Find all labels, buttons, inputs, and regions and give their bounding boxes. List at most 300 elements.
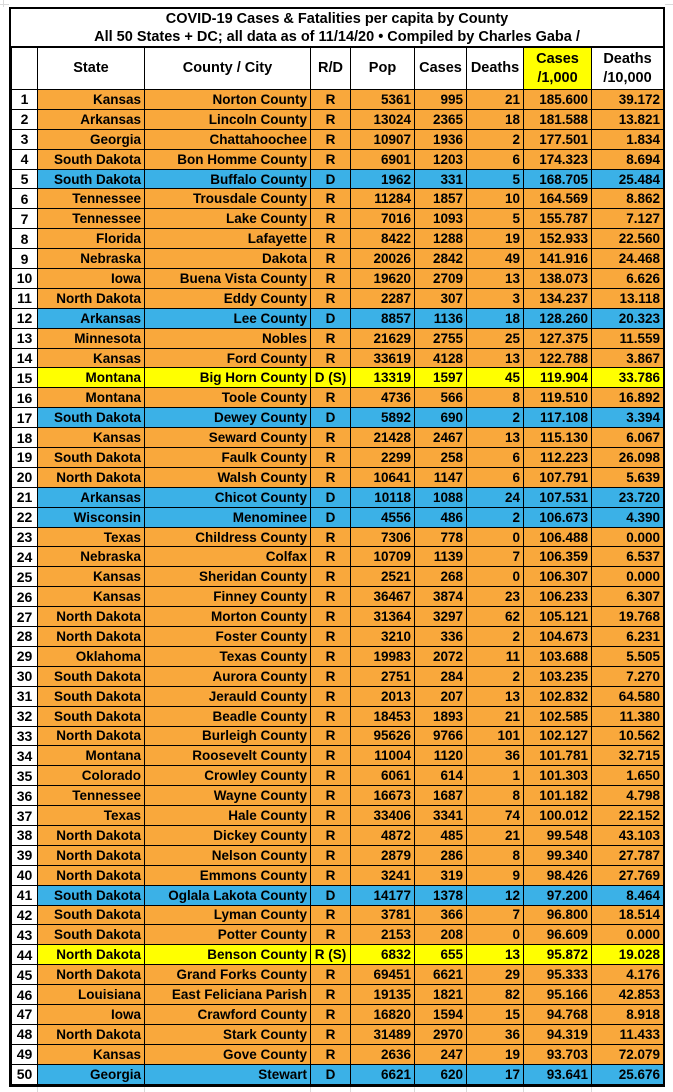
deaths-per-10000-cell[interactable]: 16.892 bbox=[592, 388, 664, 408]
state-cell[interactable]: Georgia bbox=[38, 1064, 145, 1084]
deaths-per-10000-cell[interactable]: 27.787 bbox=[592, 845, 664, 865]
row-number-cell[interactable]: 26 bbox=[12, 587, 38, 607]
cases-cell[interactable]: 268 bbox=[415, 567, 467, 587]
pop-cell[interactable]: 11004 bbox=[351, 746, 415, 766]
header-cases[interactable] bbox=[415, 48, 467, 90]
county-cell[interactable]: Eddy County bbox=[145, 288, 311, 308]
rd-cell[interactable]: R bbox=[311, 90, 351, 110]
rd-cell[interactable]: R bbox=[311, 388, 351, 408]
pop-cell[interactable]: 10709 bbox=[351, 547, 415, 567]
cases-per-1000-cell[interactable]: 95.872 bbox=[524, 945, 592, 965]
cases-cell[interactable]: 3297 bbox=[415, 607, 467, 627]
deaths-per-10000-cell[interactable]: 11.380 bbox=[592, 706, 664, 726]
county-cell[interactable]: Lafayette bbox=[145, 229, 311, 249]
cases-per-1000-cell[interactable]: 106.307 bbox=[524, 567, 592, 587]
state-cell[interactable]: Tennessee bbox=[38, 189, 145, 209]
county-cell[interactable]: Nelson County bbox=[145, 845, 311, 865]
rd-cell[interactable]: D bbox=[311, 1064, 351, 1084]
county-cell[interactable]: Ford County bbox=[145, 348, 311, 368]
cases-per-1000-cell[interactable]: 97.200 bbox=[524, 885, 592, 905]
pop-cell[interactable]: 8857 bbox=[351, 308, 415, 328]
rd-cell[interactable]: R bbox=[311, 109, 351, 129]
deaths-per-10000-cell[interactable]: 18.514 bbox=[592, 905, 664, 925]
county-cell[interactable]: Stewart bbox=[145, 1064, 311, 1084]
cases-per-1000-cell[interactable]: 117.108 bbox=[524, 408, 592, 428]
cases-per-1000-cell[interactable]: 101.303 bbox=[524, 766, 592, 786]
pop-cell[interactable]: 4872 bbox=[351, 825, 415, 845]
deaths-cell[interactable]: 6 bbox=[467, 467, 524, 487]
header-county[interactable] bbox=[145, 48, 311, 90]
deaths-per-10000-cell[interactable]: 32.715 bbox=[592, 746, 664, 766]
deaths-cell[interactable]: 62 bbox=[467, 607, 524, 627]
row-number-cell[interactable]: 36 bbox=[12, 786, 38, 806]
row-number-cell[interactable]: 25 bbox=[12, 567, 38, 587]
state-cell[interactable]: Florida bbox=[38, 229, 145, 249]
deaths-cell[interactable]: 0 bbox=[467, 925, 524, 945]
row-number-cell[interactable]: 13 bbox=[12, 328, 38, 348]
deaths-cell[interactable]: 0 bbox=[467, 567, 524, 587]
row-number-cell[interactable]: 17 bbox=[12, 408, 38, 428]
deaths-cell[interactable]: 9 bbox=[467, 865, 524, 885]
cases-cell[interactable]: 3874 bbox=[415, 587, 467, 607]
state-cell[interactable]: Nebraska bbox=[38, 547, 145, 567]
deaths-cell[interactable]: 5 bbox=[467, 209, 524, 229]
row-number-cell[interactable]: 23 bbox=[12, 527, 38, 547]
rd-cell[interactable]: R bbox=[311, 547, 351, 567]
county-cell[interactable]: Bon Homme County bbox=[145, 149, 311, 169]
rd-cell[interactable]: R bbox=[311, 189, 351, 209]
cases-cell[interactable]: 778 bbox=[415, 527, 467, 547]
rd-cell[interactable]: D (S) bbox=[311, 368, 351, 388]
deaths-cell[interactable]: 12 bbox=[467, 885, 524, 905]
county-cell[interactable]: Buena Vista County bbox=[145, 269, 311, 289]
rd-cell[interactable]: R bbox=[311, 448, 351, 468]
row-number-cell[interactable]: 30 bbox=[12, 666, 38, 686]
cases-per-1000-cell[interactable]: 119.904 bbox=[524, 368, 592, 388]
pop-cell[interactable]: 11284 bbox=[351, 189, 415, 209]
row-number-cell[interactable]: 46 bbox=[12, 985, 38, 1005]
county-cell[interactable]: Burleigh County bbox=[145, 726, 311, 746]
deaths-per-10000-cell[interactable]: 0.000 bbox=[592, 527, 664, 547]
cases-cell[interactable]: 2709 bbox=[415, 269, 467, 289]
cases-cell[interactable]: 620 bbox=[415, 1064, 467, 1084]
row-number-cell[interactable]: 7 bbox=[12, 209, 38, 229]
cases-per-1000-cell[interactable]: 101.781 bbox=[524, 746, 592, 766]
deaths-per-10000-cell[interactable]: 24.468 bbox=[592, 249, 664, 269]
county-cell[interactable]: Faulk County bbox=[145, 448, 311, 468]
pop-cell[interactable]: 36467 bbox=[351, 587, 415, 607]
county-cell[interactable]: Walsh County bbox=[145, 467, 311, 487]
pop-cell[interactable]: 5361 bbox=[351, 90, 415, 110]
cases-cell[interactable]: 1687 bbox=[415, 786, 467, 806]
cases-per-1000-cell[interactable]: 93.641 bbox=[524, 1064, 592, 1084]
deaths-cell[interactable]: 7 bbox=[467, 905, 524, 925]
cases-cell[interactable]: 336 bbox=[415, 627, 467, 647]
cases-cell[interactable]: 208 bbox=[415, 925, 467, 945]
row-number-cell[interactable]: 32 bbox=[12, 706, 38, 726]
rd-cell[interactable]: R bbox=[311, 806, 351, 826]
pop-cell[interactable]: 31364 bbox=[351, 607, 415, 627]
rd-cell[interactable]: R bbox=[311, 527, 351, 547]
header-cases_per_1000[interactable] bbox=[524, 48, 592, 90]
deaths-per-10000-cell[interactable]: 19.028 bbox=[592, 945, 664, 965]
pop-cell[interactable]: 33406 bbox=[351, 806, 415, 826]
pop-cell[interactable]: 7306 bbox=[351, 527, 415, 547]
state-cell[interactable]: Kansas bbox=[38, 587, 145, 607]
cases-per-1000-cell[interactable]: 174.323 bbox=[524, 149, 592, 169]
deaths-per-10000-cell[interactable]: 7.127 bbox=[592, 209, 664, 229]
deaths-cell[interactable]: 2 bbox=[467, 408, 524, 428]
cases-cell[interactable]: 9766 bbox=[415, 726, 467, 746]
pop-cell[interactable]: 10907 bbox=[351, 129, 415, 149]
cases-cell[interactable]: 366 bbox=[415, 905, 467, 925]
cases-per-1000-cell[interactable]: 93.703 bbox=[524, 1044, 592, 1064]
state-cell[interactable]: Texas bbox=[38, 527, 145, 547]
cases-cell[interactable]: 1139 bbox=[415, 547, 467, 567]
rd-cell[interactable]: R bbox=[311, 706, 351, 726]
deaths-per-10000-cell[interactable]: 13.821 bbox=[592, 109, 664, 129]
cases-cell[interactable]: 1136 bbox=[415, 308, 467, 328]
cases-cell[interactable]: 1857 bbox=[415, 189, 467, 209]
row-number-cell[interactable]: 4 bbox=[12, 149, 38, 169]
cases-per-1000-cell[interactable]: 104.673 bbox=[524, 627, 592, 647]
row-number-cell[interactable]: 35 bbox=[12, 766, 38, 786]
deaths-per-10000-cell[interactable]: 25.484 bbox=[592, 169, 664, 189]
row-number-cell[interactable]: 31 bbox=[12, 686, 38, 706]
row-number-cell[interactable]: 1 bbox=[12, 90, 38, 110]
state-cell[interactable]: South Dakota bbox=[38, 706, 145, 726]
pop-cell[interactable]: 2636 bbox=[351, 1044, 415, 1064]
pop-cell[interactable]: 10641 bbox=[351, 467, 415, 487]
deaths-cell[interactable]: 21 bbox=[467, 825, 524, 845]
cases-per-1000-cell[interactable]: 128.260 bbox=[524, 308, 592, 328]
rd-cell[interactable]: R bbox=[311, 1044, 351, 1064]
deaths-per-10000-cell[interactable]: 4.176 bbox=[592, 965, 664, 985]
deaths-per-10000-cell[interactable]: 11.433 bbox=[592, 1024, 664, 1044]
rd-cell[interactable]: R bbox=[311, 845, 351, 865]
deaths-cell[interactable]: 11 bbox=[467, 646, 524, 666]
pop-cell[interactable]: 2751 bbox=[351, 666, 415, 686]
row-number-cell[interactable]: 20 bbox=[12, 467, 38, 487]
cases-per-1000-cell[interactable]: 101.182 bbox=[524, 786, 592, 806]
county-cell[interactable]: Aurora County bbox=[145, 666, 311, 686]
state-cell[interactable]: South Dakota bbox=[38, 169, 145, 189]
row-number-cell[interactable]: 45 bbox=[12, 965, 38, 985]
cases-cell[interactable]: 614 bbox=[415, 766, 467, 786]
deaths-per-10000-cell[interactable]: 22.560 bbox=[592, 229, 664, 249]
cases-per-1000-cell[interactable]: 115.130 bbox=[524, 428, 592, 448]
pop-cell[interactable]: 6621 bbox=[351, 1064, 415, 1084]
row-number-cell[interactable]: 40 bbox=[12, 865, 38, 885]
cases-per-1000-cell[interactable]: 138.073 bbox=[524, 269, 592, 289]
county-cell[interactable]: Crowley County bbox=[145, 766, 311, 786]
deaths-per-10000-cell[interactable]: 1.834 bbox=[592, 129, 664, 149]
row-number-cell[interactable]: 28 bbox=[12, 627, 38, 647]
rd-cell[interactable]: R bbox=[311, 1024, 351, 1044]
deaths-per-10000-cell[interactable]: 8.862 bbox=[592, 189, 664, 209]
deaths-cell[interactable]: 18 bbox=[467, 109, 524, 129]
state-cell[interactable]: Nebraska bbox=[38, 249, 145, 269]
county-cell[interactable]: Lee County bbox=[145, 308, 311, 328]
cases-per-1000-cell[interactable]: 141.916 bbox=[524, 249, 592, 269]
cases-per-1000-cell[interactable]: 119.510 bbox=[524, 388, 592, 408]
cases-cell[interactable]: 655 bbox=[415, 945, 467, 965]
cases-per-1000-cell[interactable]: 103.688 bbox=[524, 646, 592, 666]
row-number-cell[interactable]: 43 bbox=[12, 925, 38, 945]
deaths-cell[interactable]: 2 bbox=[467, 627, 524, 647]
county-cell[interactable]: Sheridan County bbox=[145, 567, 311, 587]
row-number-cell[interactable]: 8 bbox=[12, 229, 38, 249]
deaths-cell[interactable]: 21 bbox=[467, 90, 524, 110]
county-cell[interactable]: Potter County bbox=[145, 925, 311, 945]
table-title-block[interactable] bbox=[11, 9, 663, 47]
rd-cell[interactable]: R bbox=[311, 288, 351, 308]
row-number-cell[interactable]: 44 bbox=[12, 945, 38, 965]
cases-cell[interactable]: 1893 bbox=[415, 706, 467, 726]
county-cell[interactable]: Morton County bbox=[145, 607, 311, 627]
cases-per-1000-cell[interactable]: 99.548 bbox=[524, 825, 592, 845]
rd-cell[interactable]: R bbox=[311, 229, 351, 249]
county-cell[interactable]: Foster County bbox=[145, 627, 311, 647]
rd-cell[interactable]: R bbox=[311, 328, 351, 348]
deaths-cell[interactable]: 36 bbox=[467, 746, 524, 766]
deaths-per-10000-cell[interactable]: 26.098 bbox=[592, 448, 664, 468]
deaths-per-10000-cell[interactable]: 25.676 bbox=[592, 1064, 664, 1084]
pop-cell[interactable]: 2879 bbox=[351, 845, 415, 865]
rd-cell[interactable]: R bbox=[311, 587, 351, 607]
cases-per-1000-cell[interactable]: 107.531 bbox=[524, 487, 592, 507]
county-cell[interactable]: Toole County bbox=[145, 388, 311, 408]
row-number-cell[interactable]: 3 bbox=[12, 129, 38, 149]
pop-cell[interactable]: 21428 bbox=[351, 428, 415, 448]
county-cell[interactable]: Wayne County bbox=[145, 786, 311, 806]
deaths-cell[interactable]: 36 bbox=[467, 1024, 524, 1044]
county-cell[interactable]: Benson County bbox=[145, 945, 311, 965]
pop-cell[interactable]: 21629 bbox=[351, 328, 415, 348]
pop-cell[interactable]: 5892 bbox=[351, 408, 415, 428]
deaths-per-10000-cell[interactable]: 0.000 bbox=[592, 567, 664, 587]
county-cell[interactable]: Lincoln County bbox=[145, 109, 311, 129]
deaths-per-10000-cell[interactable]: 39.172 bbox=[592, 90, 664, 110]
county-cell[interactable]: Seward County bbox=[145, 428, 311, 448]
state-cell[interactable]: Georgia bbox=[38, 129, 145, 149]
cases-per-1000-cell[interactable]: 100.012 bbox=[524, 806, 592, 826]
county-cell[interactable]: Colfax bbox=[145, 547, 311, 567]
pop-cell[interactable]: 6061 bbox=[351, 766, 415, 786]
deaths-cell[interactable]: 6 bbox=[467, 448, 524, 468]
cases-per-1000-cell[interactable]: 95.333 bbox=[524, 965, 592, 985]
rd-cell[interactable]: R bbox=[311, 348, 351, 368]
rd-cell[interactable]: R bbox=[311, 965, 351, 985]
deaths-cell[interactable]: 23 bbox=[467, 587, 524, 607]
deaths-per-10000-cell[interactable]: 1.650 bbox=[592, 766, 664, 786]
rd-cell[interactable]: R bbox=[311, 269, 351, 289]
county-cell[interactable]: Big Horn County bbox=[145, 368, 311, 388]
pop-cell[interactable]: 10118 bbox=[351, 487, 415, 507]
rd-cell[interactable]: R bbox=[311, 1004, 351, 1024]
county-cell[interactable]: Lyman County bbox=[145, 905, 311, 925]
cases-per-1000-cell[interactable]: 185.600 bbox=[524, 90, 592, 110]
deaths-per-10000-cell[interactable]: 8.464 bbox=[592, 885, 664, 905]
rd-cell[interactable]: R bbox=[311, 985, 351, 1005]
rd-cell[interactable]: R bbox=[311, 666, 351, 686]
row-number-cell[interactable]: 5 bbox=[12, 169, 38, 189]
cases-cell[interactable]: 1147 bbox=[415, 467, 467, 487]
header-state[interactable] bbox=[38, 48, 145, 90]
state-cell[interactable]: Arkansas bbox=[38, 308, 145, 328]
deaths-cell[interactable]: 24 bbox=[467, 487, 524, 507]
cases-cell[interactable]: 995 bbox=[415, 90, 467, 110]
pop-cell[interactable]: 20026 bbox=[351, 249, 415, 269]
state-cell[interactable]: Iowa bbox=[38, 1004, 145, 1024]
pop-cell[interactable]: 2153 bbox=[351, 925, 415, 945]
state-cell[interactable]: South Dakota bbox=[38, 686, 145, 706]
state-cell[interactable]: Kansas bbox=[38, 90, 145, 110]
pop-cell[interactable]: 3781 bbox=[351, 905, 415, 925]
cases-per-1000-cell[interactable]: 106.233 bbox=[524, 587, 592, 607]
cases-cell[interactable]: 3341 bbox=[415, 806, 467, 826]
row-number-cell[interactable]: 33 bbox=[12, 726, 38, 746]
deaths-per-10000-cell[interactable]: 6.067 bbox=[592, 428, 664, 448]
county-cell[interactable]: Dewey County bbox=[145, 408, 311, 428]
cases-per-1000-cell[interactable]: 134.237 bbox=[524, 288, 592, 308]
pop-cell[interactable]: 6832 bbox=[351, 945, 415, 965]
rd-cell[interactable]: R bbox=[311, 428, 351, 448]
row-number-cell[interactable]: 11 bbox=[12, 288, 38, 308]
deaths-per-10000-cell[interactable]: 10.562 bbox=[592, 726, 664, 746]
deaths-cell[interactable]: 49 bbox=[467, 249, 524, 269]
state-cell[interactable]: Kansas bbox=[38, 428, 145, 448]
state-cell[interactable]: Tennessee bbox=[38, 209, 145, 229]
deaths-per-10000-cell[interactable]: 6.231 bbox=[592, 627, 664, 647]
state-cell[interactable]: North Dakota bbox=[38, 607, 145, 627]
cases-cell[interactable]: 247 bbox=[415, 1044, 467, 1064]
cases-cell[interactable]: 2970 bbox=[415, 1024, 467, 1044]
state-cell[interactable]: South Dakota bbox=[38, 408, 145, 428]
row-number-cell[interactable]: 27 bbox=[12, 607, 38, 627]
deaths-cell[interactable]: 5 bbox=[467, 169, 524, 189]
rd-cell[interactable]: R bbox=[311, 726, 351, 746]
pop-cell[interactable]: 13319 bbox=[351, 368, 415, 388]
county-cell[interactable]: Finney County bbox=[145, 587, 311, 607]
state-cell[interactable]: Kansas bbox=[38, 348, 145, 368]
county-cell[interactable]: Crawford County bbox=[145, 1004, 311, 1024]
cases-per-1000-cell[interactable]: 95.166 bbox=[524, 985, 592, 1005]
deaths-cell[interactable]: 3 bbox=[467, 288, 524, 308]
county-cell[interactable]: Buffalo County bbox=[145, 169, 311, 189]
pop-cell[interactable]: 14177 bbox=[351, 885, 415, 905]
state-cell[interactable]: North Dakota bbox=[38, 467, 145, 487]
county-cell[interactable]: Trousdale County bbox=[145, 189, 311, 209]
county-cell[interactable]: Texas County bbox=[145, 646, 311, 666]
cases-per-1000-cell[interactable]: 152.933 bbox=[524, 229, 592, 249]
deaths-cell[interactable]: 13 bbox=[467, 348, 524, 368]
deaths-cell[interactable]: 13 bbox=[467, 686, 524, 706]
cases-cell[interactable]: 1088 bbox=[415, 487, 467, 507]
cases-per-1000-cell[interactable]: 102.585 bbox=[524, 706, 592, 726]
row-number-cell[interactable]: 22 bbox=[12, 507, 38, 527]
row-number-cell[interactable]: 47 bbox=[12, 1004, 38, 1024]
pop-cell[interactable]: 2013 bbox=[351, 686, 415, 706]
county-cell[interactable]: Jerauld County bbox=[145, 686, 311, 706]
state-cell[interactable]: Tennessee bbox=[38, 786, 145, 806]
deaths-per-10000-cell[interactable]: 64.580 bbox=[592, 686, 664, 706]
rd-cell[interactable]: R bbox=[311, 627, 351, 647]
pop-cell[interactable]: 95626 bbox=[351, 726, 415, 746]
deaths-per-10000-cell[interactable]: 7.270 bbox=[592, 666, 664, 686]
row-number-cell[interactable]: 18 bbox=[12, 428, 38, 448]
cases-cell[interactable]: 1936 bbox=[415, 129, 467, 149]
rd-cell[interactable]: R bbox=[311, 825, 351, 845]
rd-cell[interactable]: R bbox=[311, 249, 351, 269]
rd-cell[interactable]: R bbox=[311, 925, 351, 945]
rd-cell[interactable]: R bbox=[311, 686, 351, 706]
deaths-per-10000-cell[interactable]: 8.918 bbox=[592, 1004, 664, 1024]
cases-cell[interactable]: 486 bbox=[415, 507, 467, 527]
county-cell[interactable]: Chattahoochee bbox=[145, 129, 311, 149]
rd-cell[interactable]: R bbox=[311, 786, 351, 806]
deaths-cell[interactable]: 74 bbox=[467, 806, 524, 826]
rd-cell[interactable]: R bbox=[311, 567, 351, 587]
cases-per-1000-cell[interactable]: 107.791 bbox=[524, 467, 592, 487]
pop-cell[interactable]: 6901 bbox=[351, 149, 415, 169]
pop-cell[interactable]: 31489 bbox=[351, 1024, 415, 1044]
pop-cell[interactable]: 7016 bbox=[351, 209, 415, 229]
state-cell[interactable]: Montana bbox=[38, 368, 145, 388]
row-number-cell[interactable]: 15 bbox=[12, 368, 38, 388]
deaths-per-10000-cell[interactable]: 23.720 bbox=[592, 487, 664, 507]
state-cell[interactable]: North Dakota bbox=[38, 726, 145, 746]
deaths-per-10000-cell[interactable]: 33.786 bbox=[592, 368, 664, 388]
state-cell[interactable]: Wisconsin bbox=[38, 507, 145, 527]
deaths-cell[interactable]: 10 bbox=[467, 189, 524, 209]
row-number-cell[interactable]: 2 bbox=[12, 109, 38, 129]
deaths-per-10000-cell[interactable]: 43.103 bbox=[592, 825, 664, 845]
pop-cell[interactable]: 8422 bbox=[351, 229, 415, 249]
pop-cell[interactable]: 2521 bbox=[351, 567, 415, 587]
cases-cell[interactable]: 2842 bbox=[415, 249, 467, 269]
state-cell[interactable]: South Dakota bbox=[38, 149, 145, 169]
deaths-per-10000-cell[interactable]: 5.639 bbox=[592, 467, 664, 487]
cases-cell[interactable]: 566 bbox=[415, 388, 467, 408]
state-cell[interactable]: Montana bbox=[38, 746, 145, 766]
deaths-per-10000-cell[interactable]: 0.000 bbox=[592, 925, 664, 945]
cases-cell[interactable]: 307 bbox=[415, 288, 467, 308]
rd-cell[interactable]: R bbox=[311, 746, 351, 766]
pop-cell[interactable]: 18453 bbox=[351, 706, 415, 726]
pop-cell[interactable]: 1962 bbox=[351, 169, 415, 189]
pop-cell[interactable]: 69451 bbox=[351, 965, 415, 985]
row-number-cell[interactable]: 24 bbox=[12, 547, 38, 567]
state-cell[interactable]: Kansas bbox=[38, 1044, 145, 1064]
deaths-per-10000-cell[interactable]: 6.537 bbox=[592, 547, 664, 567]
deaths-cell[interactable]: 2 bbox=[467, 666, 524, 686]
deaths-cell[interactable]: 101 bbox=[467, 726, 524, 746]
header-row-number[interactable] bbox=[12, 48, 38, 90]
deaths-cell[interactable]: 13 bbox=[467, 945, 524, 965]
state-cell[interactable]: North Dakota bbox=[38, 627, 145, 647]
pop-cell[interactable]: 19983 bbox=[351, 646, 415, 666]
cases-cell[interactable]: 2072 bbox=[415, 646, 467, 666]
deaths-cell[interactable]: 0 bbox=[467, 527, 524, 547]
state-cell[interactable]: Colorado bbox=[38, 766, 145, 786]
deaths-cell[interactable]: 8 bbox=[467, 845, 524, 865]
rd-cell[interactable]: R bbox=[311, 467, 351, 487]
cases-per-1000-cell[interactable]: 112.223 bbox=[524, 448, 592, 468]
pop-cell[interactable]: 19620 bbox=[351, 269, 415, 289]
cases-cell[interactable]: 2365 bbox=[415, 109, 467, 129]
deaths-cell[interactable]: 1 bbox=[467, 766, 524, 786]
